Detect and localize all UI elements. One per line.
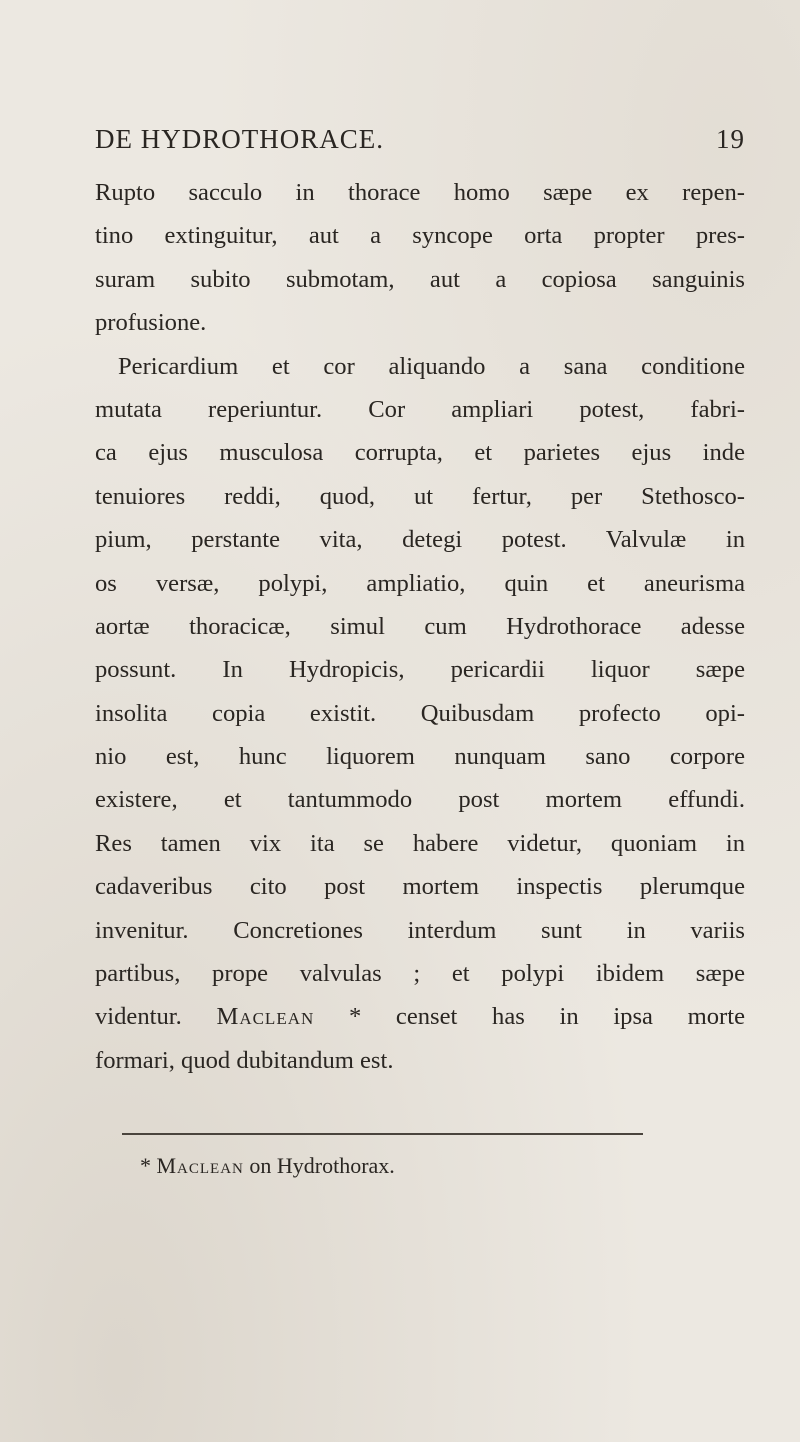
text-line: tino extinguitur, aut a syncope orta propter pres- [95,222,745,250]
text-line: insolita copia existit. Quibusdam profecto opi- [95,699,745,727]
text-line: existere, et tantummodo post mortem effundi. [95,786,745,814]
page-number: 19 [716,124,745,154]
text-line: cadaveribus cito post mortem inspectis plerumque [95,873,745,901]
footnote-author: Maclean [156,1153,244,1178]
text-line: formari, quod dubitandum est. [95,1046,394,1074]
text-line: tenuiores reddi, quod, ut fertur, per Stethosco- [95,482,745,510]
footnote-text: on Hydrothorax. [249,1153,395,1178]
footnote-rule [122,1133,643,1135]
text-line: invenitur. Concretiones interdum sunt in variis [95,916,745,944]
text-line: profusione. [95,309,207,337]
running-title: DE HYDROTHORACE. [95,124,384,154]
body-text [95,171,745,1082]
author-name: Maclean [216,1003,315,1031]
text-line: possunt. In Hydropicis, pericardii liquor sæpe [95,656,745,684]
text-line [95,995,745,1038]
running-head [95,124,745,164]
text-line: Rupto sacculo in thorace homo sæpe ex repen- [95,179,745,206]
text-line: suram subito submotam, aut a copiosa sanguinis [95,265,745,293]
text-line: aortæ thoracicæ, simul cum Hydrothorace adesse [95,612,745,640]
text-line: pium, perstante vita, detegi potest. Valvulæ in [95,526,745,554]
footnote [140,1151,740,1181]
text-line: Res tamen vix ita se habere videtur, quoniam in [95,829,745,857]
text-line: nio est, hunc liquorem nunquam sano corpore [95,743,745,771]
text-fragment: * censet has in ipsa morte [348,1003,745,1031]
text-line: Pericardium et cor aliquando a sana conditione [118,352,745,380]
text-line: partibus, prope valvulas ; et polypi ibidem sæpe [95,960,745,988]
text-line: ca ejus musculosa corrupta, et parietes ejus inde [95,439,745,467]
text-fragment: videntur. [95,1003,182,1031]
text-line: mutata reperiuntur. Cor ampliari potest, fabri- [95,395,745,423]
footnote-marker: * [140,1153,151,1178]
text-line: os versæ, polypi, ampliatio, quin et aneurisma [95,569,745,597]
